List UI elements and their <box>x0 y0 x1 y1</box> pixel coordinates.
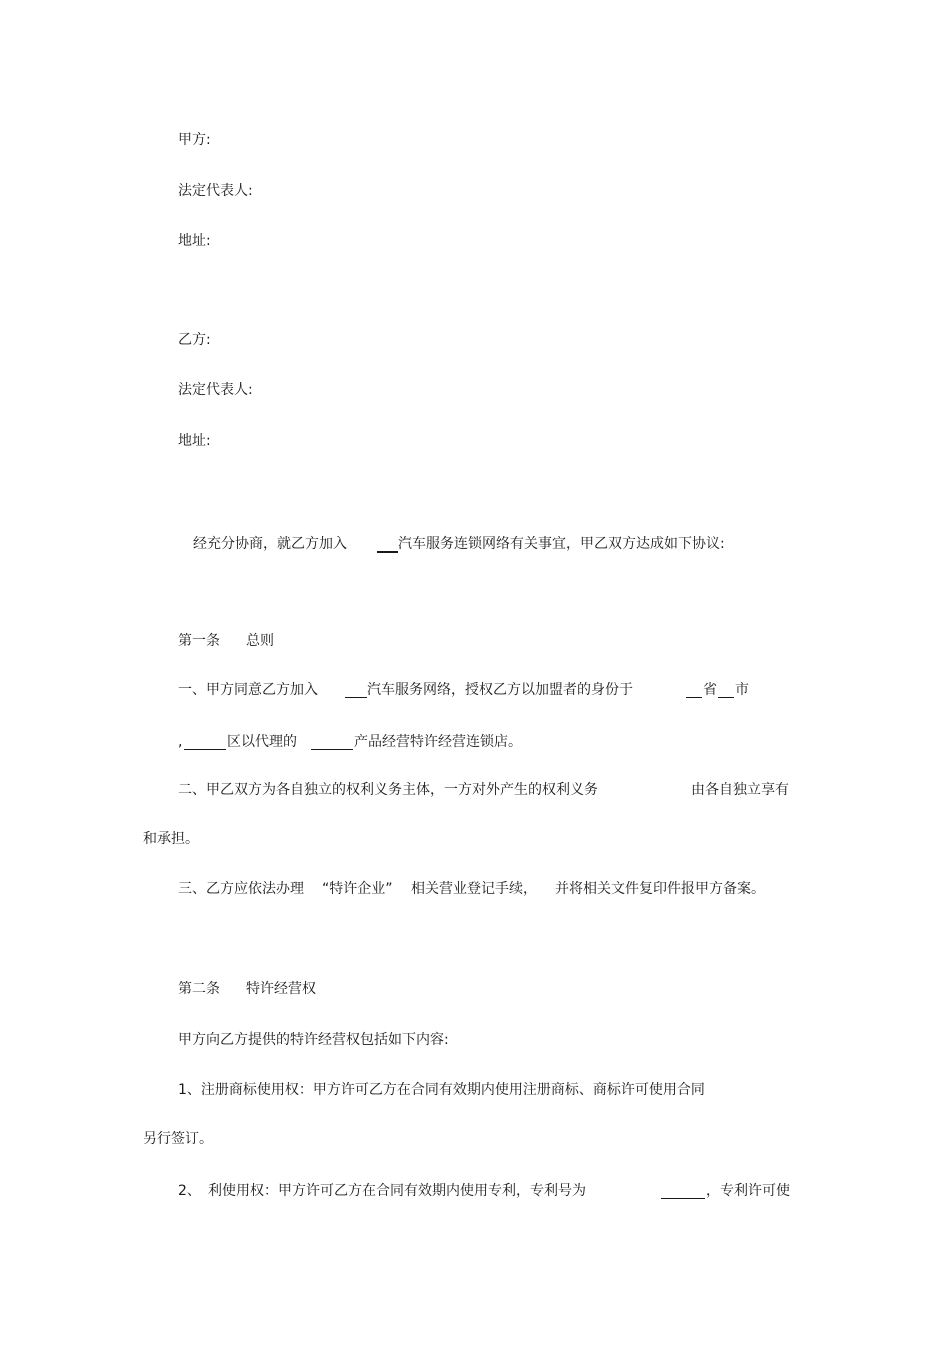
article-1-item-1-text-b: 汽车服务网络，授权乙方以加盟者的身份于 <box>367 682 633 698</box>
preamble-network-name-blank <box>377 551 398 553</box>
city-blank <box>718 697 734 698</box>
city-label: 市 <box>735 682 749 698</box>
province-blank <box>686 697 702 698</box>
article-2-item-2-number: 2、 <box>178 1183 201 1199</box>
article-1-item-2-text-b: 由各自独立享有 <box>691 782 789 798</box>
article-2-item-2-text-a: 利使用权：甲方许可乙方在合同有效期内使用专利，专利号为 <box>208 1183 586 1199</box>
article-1-item-3-text-c: 并将相关文件复印件报甲方备案。 <box>555 881 765 897</box>
article-1-item-1-text-d: 产品经营特许经营连锁店。 <box>354 734 522 750</box>
article-1-item-2-continuation: 和承担。 <box>143 831 199 847</box>
article-1-item-1-text-a: 一、甲方同意乙方加入 <box>178 682 318 698</box>
party-a-address-label: 地址: <box>178 233 211 249</box>
province-label: 省 <box>703 682 717 698</box>
article-1-number: 第一条 <box>178 633 220 649</box>
party-b-label: 乙方: <box>178 332 211 348</box>
article-1-item-3-text-b: 相关营业登记手续， <box>411 881 537 897</box>
product-name-blank <box>311 749 353 750</box>
preamble-text-end: 汽车服务连锁网络有关事宜，甲乙双方达成如下协议: <box>398 536 725 552</box>
party-b-legal-representative-label: 法定代表人: <box>178 382 253 398</box>
article-2-item-1-text: 1、注册商标使用权：甲方许可乙方在合同有效期内使用注册商标、商标许可使用合同 <box>178 1082 705 1098</box>
article-1-item-3-quoted-term: “特许企业” <box>322 881 393 897</box>
article-2-intro: 甲方向乙方提供的特许经营权包括如下内容: <box>178 1032 449 1048</box>
article-2-number: 第二条 <box>178 981 220 997</box>
patent-number-blank <box>661 1198 705 1199</box>
article-1-item-1-comma: , <box>178 734 183 750</box>
article-1-title: 总则 <box>246 633 274 649</box>
article-1-network-name-blank <box>345 697 367 698</box>
party-b-address-label: 地址: <box>178 433 211 449</box>
article-1-item-3-text-a: 三、乙方应依法办理 <box>178 881 304 897</box>
party-a-legal-representative-label: 法定代表人: <box>178 183 253 199</box>
article-1-item-1-text-c: 区以代理的 <box>227 734 297 750</box>
article-1-item-2-text-a: 二、甲乙双方为各自独立的权利义务主体，一方对外产生的权利义务 <box>178 782 598 798</box>
article-2-item-2-text-b: ，专利许可使 <box>706 1183 790 1199</box>
article-2-title: 特许经营权 <box>246 981 316 997</box>
party-a-label: 甲方: <box>178 132 211 148</box>
preamble-text-start: 经充分协商，就乙方加入 <box>193 536 347 552</box>
district-blank <box>184 749 226 750</box>
article-2-item-1-continuation: 另行签订。 <box>143 1131 213 1147</box>
